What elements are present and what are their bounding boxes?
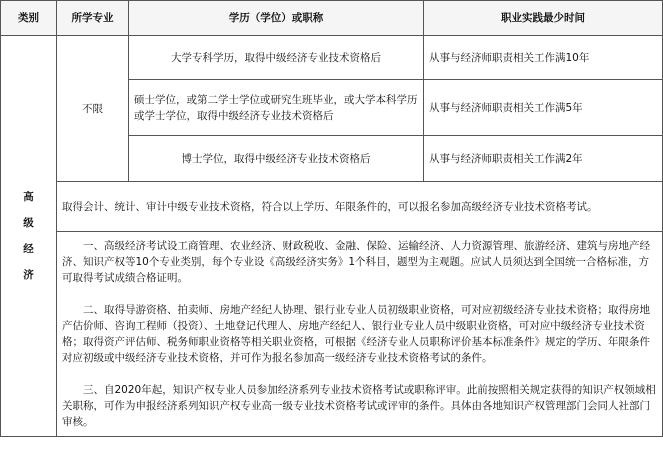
note-paragraph: 一、高级经济考试设工商管理、农业经济、财政税收、金融、保险、运输经济、人力资源管理、旅游经济、建筑与房地产经济、知识产权等10个专业类别，每个专业设《高级经济实务》1个科目，题型为主观题。应试人员须达到全国统一合格标准，方可取得考试成绩合格证明。 bbox=[62, 240, 650, 284]
education-cell: 硕士学位，或第二学士学位或研究生班毕业，或大学本科学历或学士学位，取得中级经济专业技术资格后 bbox=[129, 80, 424, 136]
header-major: 所学专业 bbox=[57, 1, 129, 36]
header-category: 类别 bbox=[1, 1, 57, 36]
category-char: 经 bbox=[23, 243, 34, 255]
extra-condition-cell: 取得会计、统计、审计中级专业技术资格，符合以上学历、年限条件的，可以报名参加高级经济专业技术资格考试。 bbox=[57, 182, 663, 232]
education-cell: 大学专科学历，取得中级经济专业技术资格后 bbox=[129, 36, 424, 80]
category-char: 级 bbox=[23, 217, 34, 229]
extra-condition-row bbox=[1, 182, 663, 232]
note-paragraph: 三、自2020年起，知识产权专业人员参加经济系列专业技术资格考试或职称评审。此前按照相关规定获得的知识产权领域相关职称，可作为申报经济系列知识产权专业高一级专业技术资格考试或评审的条件。具体由各地知识产权管理部门会同人社部门审核。 bbox=[62, 384, 656, 428]
notes-row bbox=[1, 232, 663, 437]
education-cell: 博士学位，取得中级经济专业技术资格后 bbox=[129, 136, 424, 182]
practice-cell: 从事与经济师职责相关工作满2年 bbox=[424, 136, 663, 182]
category-char: 高 bbox=[23, 191, 34, 203]
practice-cell: 从事与经济师职责相关工作满5年 bbox=[424, 80, 663, 136]
practice-cell: 从事与经济师职责相关工作满10年 bbox=[424, 36, 663, 80]
category-char: 济 bbox=[23, 269, 34, 281]
header-row bbox=[1, 1, 663, 36]
notes-cell bbox=[57, 232, 663, 437]
header-practice-time: 职业实践最少时间 bbox=[424, 1, 663, 36]
header-education: 学历（学位）或职称 bbox=[129, 1, 424, 36]
category-cell bbox=[1, 36, 57, 437]
major-cell: 不限 bbox=[57, 36, 129, 182]
note-paragraph: 二、取得导游资格、拍卖师、房地产经纪人协理、银行业专业人员初级职业资格，可对应初级经济专业技术资格；取得房地产估价师、咨询工程师（投资）、土地登记代理人、房地产经纪人、银行业专业人员中级职业资格，可对应中级经济专业技术资格；取得资产评估师、税务师职业资格等相关职业资格，可根据《经济专业人员职称评价基本标准条件》规定的学历、年限条件对应初级或中级经济专业技术资格，并可作为报名参加高一级经济专业技术资格考试的条件。 bbox=[62, 304, 650, 364]
table-row bbox=[1, 36, 663, 80]
